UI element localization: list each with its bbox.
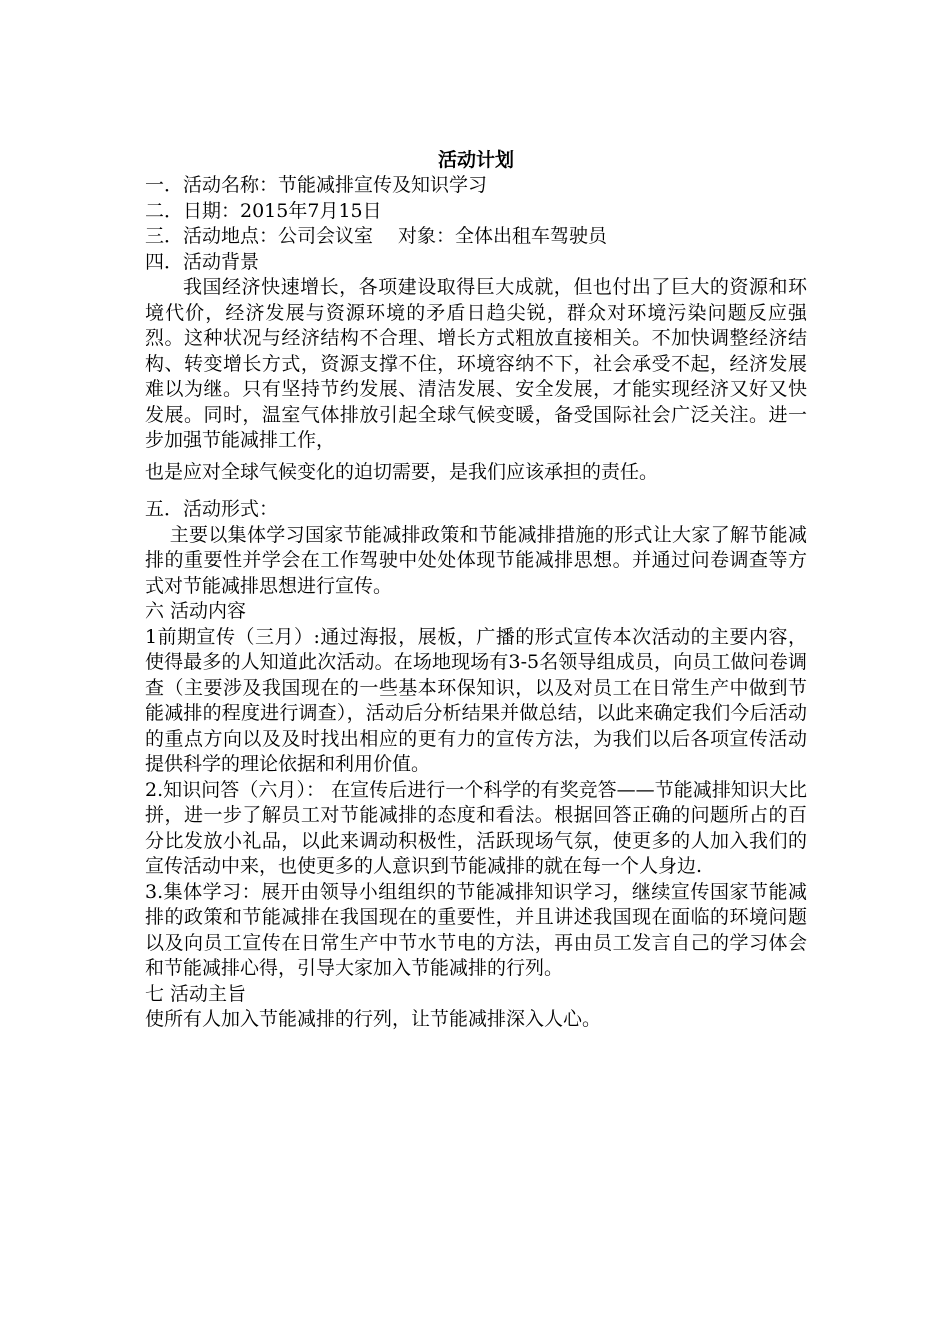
activity-date: 二．日期：2015年7月15日 [145, 199, 382, 222]
document-title: 活动计划 [437, 149, 514, 171]
background-paragraph: 我国经济快速增长，各项建设取得巨大成就，但也付出了巨大的资源和环境代价，经济发展与资源环境的矛盾日趋尖锐，群众对环境污染问题反应强烈。这种状况与经济结构不合理、增长方式粗放直接相关。不加快调整经济结构、转变增长方式，资源支撑不住，环境容纳不下，社会承受不起，经济发展难以为继。只有坚持节约发展、清洁发展、安全发展，才能实现经济又好又快发展。同时，温室气体排放引起全球气候变暖，备受国际社会广泛关注。进一步加强节能减排工作， [145, 276, 807, 451]
purpose-heading: 七 活动主旨 [145, 982, 247, 1005]
form-paragraph: 主要以集体学习国家节能减排政策和节能减排措施的形式让大家了解节能减排的重要性并学会在工作驾驶中处处体现节能减排思想。并通过问卷调查等方式对节能减排思想进行宣传。 [145, 523, 807, 597]
activity-place-audience: 三．活动地点：公司会议室 对象：全体出租车驾驶员 [145, 225, 608, 247]
content-heading: 六 活动内容 [145, 600, 247, 622]
background-heading: 四．活动背景 [145, 250, 260, 273]
purpose-text: 使所有人加入节能减排的行列，让节能减排深入人心。 [145, 1008, 602, 1030]
content-item-1: 1前期宣传（三月）:通过海报，展板，广播的形式宣传本次活动的主要内容，使得最多的人知道此次活动。在场地现场有3-5名领导组成员，向员工做问卷调查（主要涉及我国现在的一些基本环保知识，以及对员工在日常生产中做到节能减排的程度进行调查），活动后分析结果并做总结，以此来确定我们今后活动的重点方向以及及时找出相应的更有力的宣传方法，为我们以后各项宣传活动提供科学的理论依据和利用价值。 [145, 625, 807, 775]
activity-name: 一．活动名称：节能减排宣传及知识学习 [145, 174, 488, 196]
background-continuation: 也是应对全球气候变化的迫切需要，是我们应该承担的责任。 [145, 460, 659, 483]
form-heading: 五．活动形式： [145, 498, 279, 520]
content-item-2: 2.知识问答（六月）： 在宣传后进行一个科学的有奖竞答——节能减排知识大比拼，进一步了解员工对节能减排的态度和看法。根据回答正确的问题所占的百分比发放小礼品，以此来调动积极性，活跃现场气氛，使更多的人加入我们的宣传活动中来，也使更多的人意识到节能减排的就在每一个人身边. [145, 778, 807, 877]
content-item-3: 3.集体学习：展开由领导小组组织的节能减排知识学习，继续宣传国家节能减排的政策和节能减排在我国现在的重要性，并且讲述我国现在面临的环境问题以及向员工宣传在日常生产中节水节电的方法，再由员工发言自己的学习体会和节能减排心得，引导大家加入节能减排的行列。 [145, 880, 807, 979]
document-page [145, 148, 807, 1033]
